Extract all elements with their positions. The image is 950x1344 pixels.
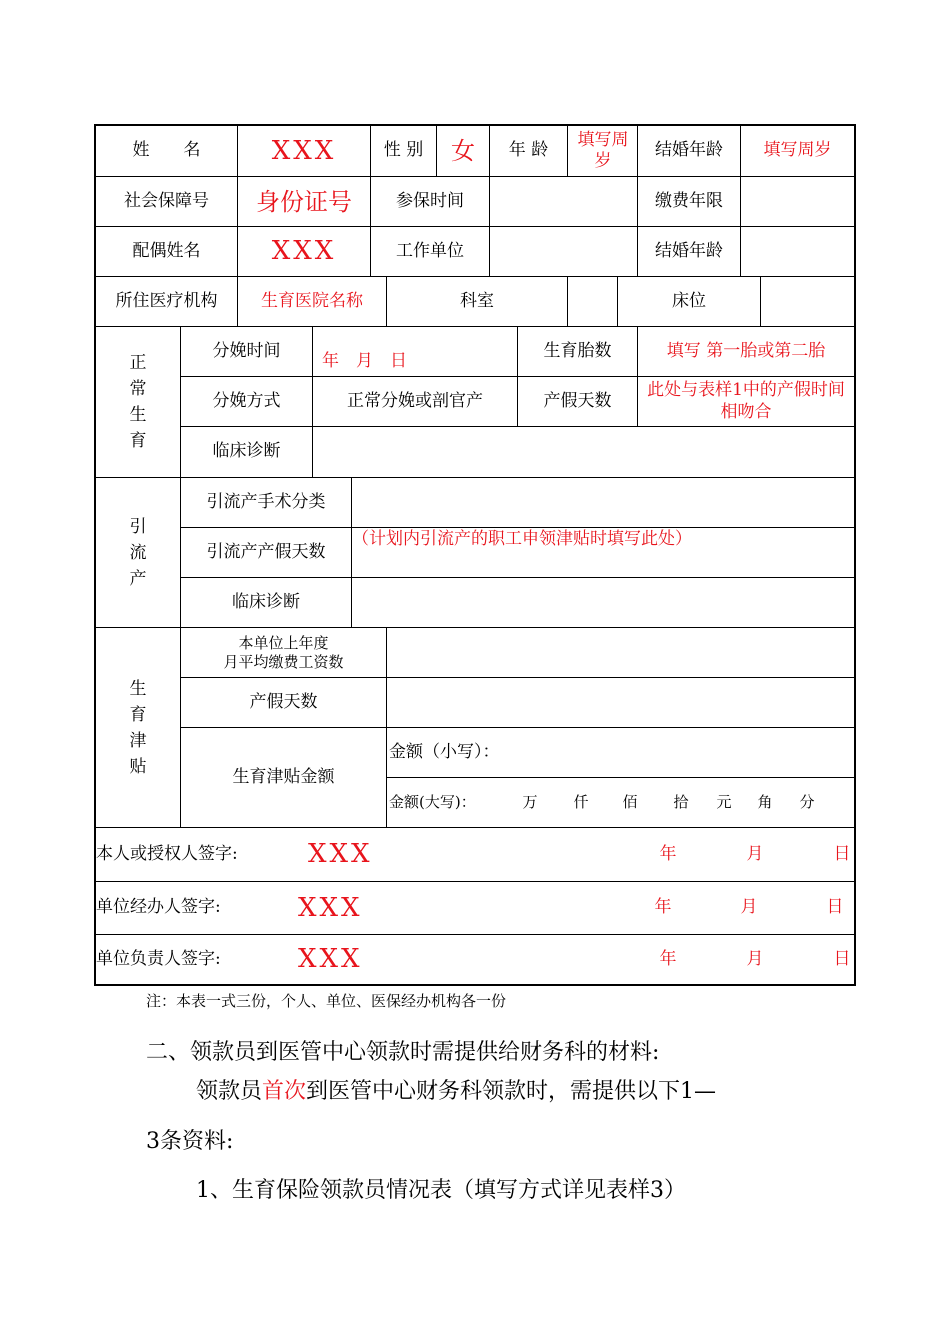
normal-diagnosis-field[interactable] [313,427,854,477]
birth-count-value[interactable]: 填写 第一胎或第二胎 [666,340,826,361]
hospital-label: 所住医疗机构 [115,290,218,311]
gender-value[interactable]: 女 [451,137,475,165]
ssn-value[interactable]: 身份证号 [256,187,352,216]
spouse-label: 配偶姓名 [132,240,201,261]
surgery-type-label: 引流产手术分类 [206,491,326,512]
sig-handler-month: 月 [740,897,758,918]
sig-manager-value[interactable]: XXX [298,944,363,975]
section2-line1 [196,1074,716,1105]
delivery-time-label: 分娩时间 [212,340,281,361]
table-right-border [854,124,856,986]
sig-self-year: 年 [659,843,677,864]
ssn-label: 社会保障号 [124,190,209,211]
section2-line1-c: 到医管中心财务科领款时，需提供以下1— [306,1079,717,1104]
delivery-method-label: 分娩方式 [212,390,281,411]
amount-unit-jiao: 角 [757,793,773,812]
allowance-amount-label: 生育津贴金额 [232,766,335,787]
sig-handler-day: 日 [826,897,844,918]
avg-wage-label-line1: 本单位上年度 [238,633,329,652]
sig-self-month: 月 [746,843,764,864]
marriage-age-value[interactable]: 填写周岁 [763,140,832,161]
induced-note: （计划内引流产的职工申领津贴时填写此处） [352,528,692,549]
induced-diagnosis-label: 临床诊断 [232,591,300,612]
insured-time-label: 参保时间 [396,190,464,211]
sig-self-label: 本人或授权人签字: [96,843,238,864]
sig-handler-label: 单位经办人签字: [96,897,221,918]
spouse-value[interactable]: XXX [271,236,337,267]
amount-small-field[interactable] [590,728,854,777]
induced-diagnosis-field[interactable] [352,578,854,627]
avg-wage-label [181,628,386,677]
allowance-section-label: 生育津贴 [129,678,147,777]
allowance-leave-days-label: 产假天数 [249,691,318,712]
section2-line1-emphasis: 首次 [262,1079,307,1104]
name-value[interactable]: XXX [271,135,337,166]
avg-wage-label-line2: 月平均缴费工资数 [223,652,344,671]
amount-small-label: 金额（小写）： [389,741,500,762]
normal-birth-section-label: 正常生育 [129,353,147,451]
normal-diagnosis-label: 临床诊断 [212,441,281,462]
marriage-age-label: 结婚年龄 [655,140,723,161]
pay-years-field[interactable] [741,177,854,226]
amount-unit-fen: 分 [799,793,815,812]
amount-unit-wan: 万 [522,793,538,812]
table-bottom-border [94,984,856,986]
form-note: 注：本表一式三份，个人、单位、医保经办机构各一份 [146,992,507,1010]
sig-manager-label: 单位负责人签字: [96,948,221,969]
section2-item1: 1、生育保险领款员情况表（填写方式详见表样3） [196,1178,686,1203]
sig-manager-month: 月 [746,948,764,969]
amount-unit-bai: 佰 [622,793,638,812]
sig-handler-year: 年 [654,897,672,918]
sig-self-value[interactable]: XXX [308,839,373,870]
delivery-time-value[interactable]: 年 月 日 [322,350,407,371]
gender-label: 性 别 [383,140,424,161]
work-unit-label: 工作单位 [396,240,464,261]
bed-field[interactable] [761,277,854,326]
leave-days-value[interactable]: 此处与表样1中的产假时间相吻合 [647,380,845,422]
leave-days-label: 产假天数 [543,390,612,411]
amount-unit-qian: 仟 [573,793,589,812]
dept-label: 科室 [460,290,494,311]
induced-section-label: 引流产 [129,516,147,589]
age-label: 年 龄 [508,140,549,161]
sig-manager-year: 年 [659,948,677,969]
section2-heading: 二、领款员到医管中心领款时需提供给财务科的材料: [146,1040,660,1065]
amount-unit-yuan: 元 [716,793,732,812]
sig-self-day: 日 [833,843,851,864]
spouse-marriage-age-field[interactable] [741,227,854,276]
sig-handler-value[interactable]: XXX [298,892,363,923]
sig-manager-day: 日 [833,948,851,969]
work-unit-field[interactable] [490,227,637,276]
name-label: 姓 名 [132,140,201,161]
allowance-leave-days-field[interactable] [387,678,854,727]
amount-unit-shi: 拾 [673,793,689,812]
amount-big-label: 金额(大写)： [389,793,476,812]
pay-years-label: 缴费年限 [655,190,723,211]
birth-count-label: 生育胎数 [543,340,612,361]
bed-label: 床位 [672,290,706,311]
section2-line2: 3条资料: [146,1129,234,1154]
spouse-marriage-age-label: 结婚年龄 [655,240,723,261]
section2-line1-a: 领款员 [196,1079,263,1104]
avg-wage-field[interactable] [387,628,854,677]
hospital-value[interactable]: 生育医院名称 [261,290,363,311]
dept-field[interactable] [568,277,617,326]
age-value[interactable]: 填写周岁 [577,129,629,171]
delivery-method-value[interactable]: 正常分娩或剖官产 [347,390,483,411]
insured-time-field[interactable] [490,177,637,226]
induced-leave-days-label: 引流产产假天数 [206,541,326,562]
